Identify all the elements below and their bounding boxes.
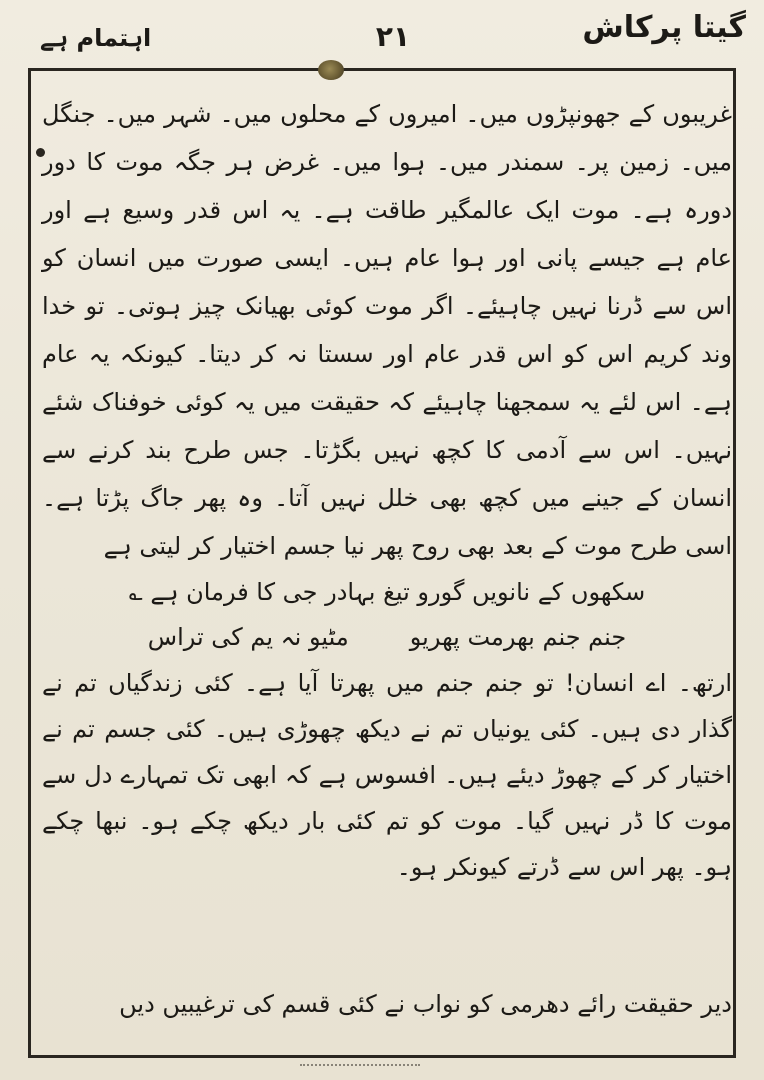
page-header [40,8,746,58]
intro-line: سکھوں کے نانویں گورو تیغ بہادر جی کا فرمان ہے ؎ [128,578,646,606]
verse-part-1: جنم جنم بھرمت پھریو [409,623,627,651]
pin-mark [318,60,344,80]
bottom-edge-mark [300,1064,420,1080]
page-number: ۲۱ [375,20,411,53]
book-title: گیتا پرکاش [582,10,746,45]
verse-part-2: مٹیو نہ یم کی تراس [147,623,349,651]
paragraph-3: دیر حقیقت رائے دھرمی کو نواب نے کئی قسم کی ترغیبیں دیں [119,990,732,1018]
paragraph-2: ارتھ۔ اے انسان! تو جنم جنم میں پھرتا آیا ہے۔ کئی زندگیاں تم نے گذار دی ہیں۔ کئی یونیاں تم نے دیکھ چھوڑی ہیں۔ کئی جسم تم نے اختیار کر کے چھوڑ دیئے ہیں۔ افسوس ہے کہ ابھی تک تمہارے دل سے موت کا ڈر نہیں گیا۔ موت کو تم کئی بار دیکھ چکے ہو۔ نبھا چکے ہو۔ پھر اس سے ڈرتے کیونکر ہو۔ [42,669,732,881]
paragraph-1: غریبوں کے جھونپڑوں میں۔ امیروں کے محلوں میں۔ شہر میں۔ جنگل میں۔ زمین پر۔ سمندر میں۔ ہوا میں۔ غرض ہر جگہ موت کا دور دورہ ہے۔ موت ایک عالمگیر طاقت ہے۔ یہ اس قدر وسیع ہے اور عام ہے جیسے پانی اور ہوا عام ہیں۔ ایسی صورت میں انسان کو اس سے ڈرنا نہیں چاہیئے۔ اگر موت کوئی بھیانک چیز ہوتی۔ تو خدا وند کریم اس کو اس قدر عام اور سستا نہ کر دیتا۔ کیونکہ یہ عام ہے۔ اس لئے یہ سمجھنا چاہیئے کہ حقیقت میں یہ کوئی خوفناک شئے نہیں۔ اس سے آدمی کا کچھ نہیں بگڑتا۔ جس طرح بند کرنے سے انسان کے جینے میں کچھ بھی خلل نہیں آتا۔ وہ پھر جاگ پڑتا ہے۔ اسی طرح موت کے بعد بھی روح پھر نیا جسم اختیار کر لیتی ہے [42,100,732,560]
running-head: اہتمام ہے [40,24,152,52]
verse-line [42,614,732,660]
page-body [42,90,732,890]
